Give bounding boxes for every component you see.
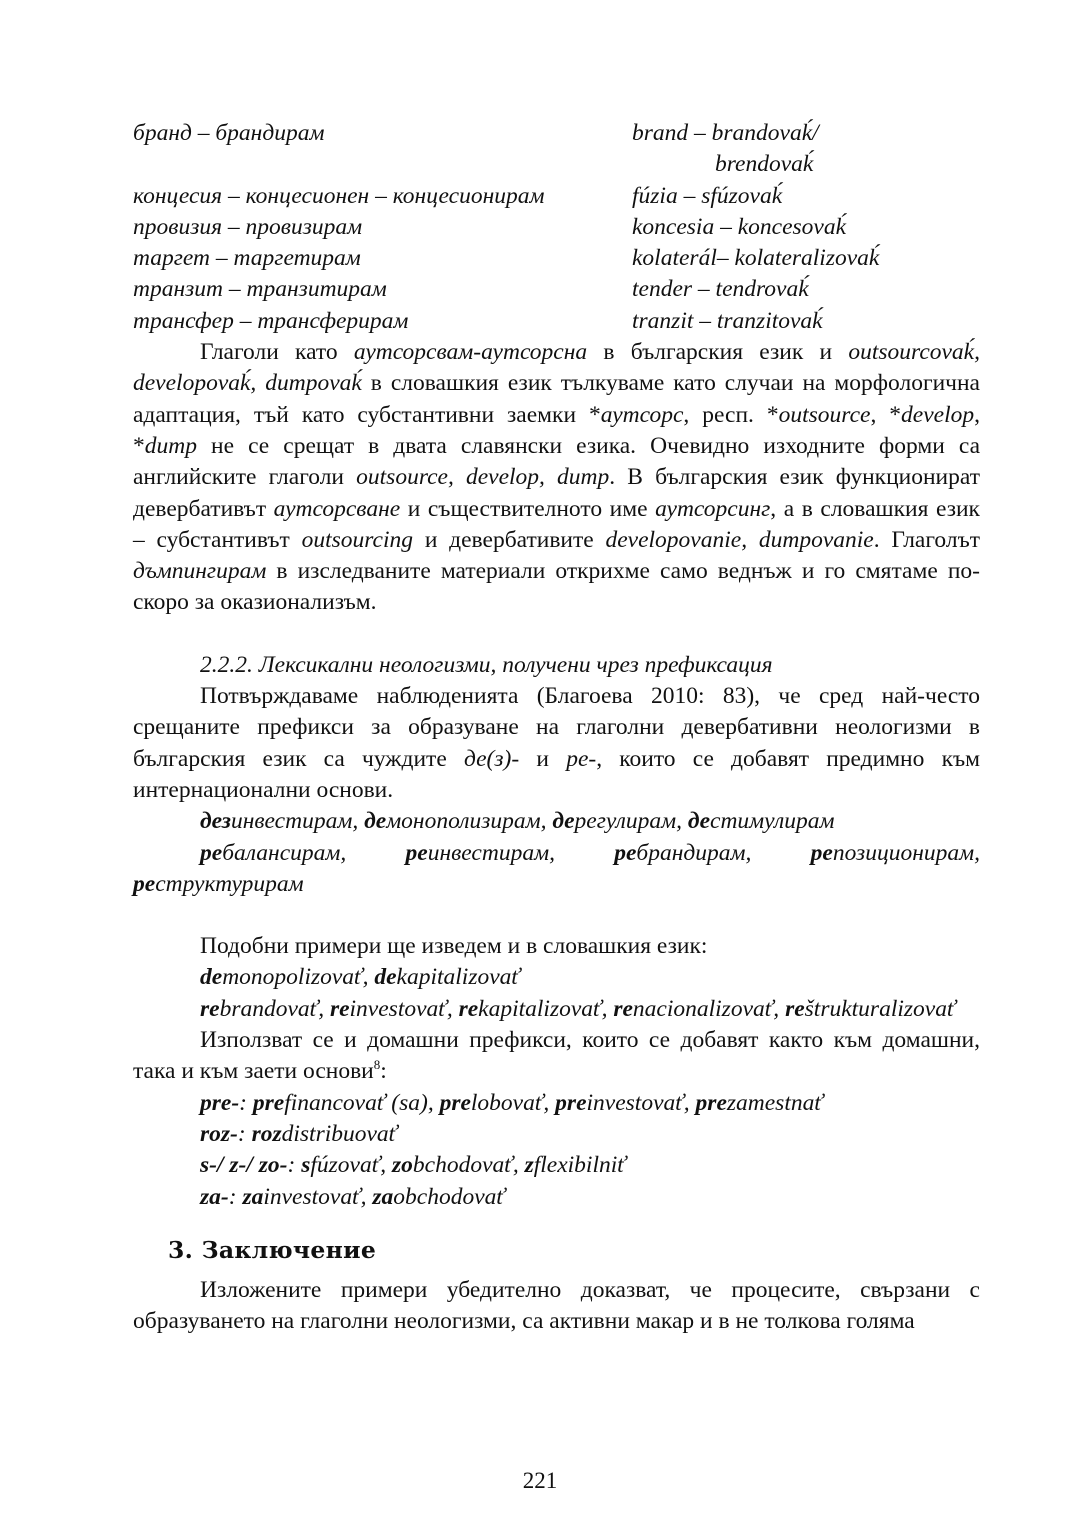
text-run: s bbox=[301, 1152, 311, 1179]
bulgarian-word-pair: транзит – транзитирам bbox=[133, 276, 387, 303]
text-run: z bbox=[524, 1152, 534, 1179]
text-run: outsourcing bbox=[301, 526, 414, 553]
text-run: za- bbox=[200, 1183, 229, 1210]
text-run: roz bbox=[251, 1120, 282, 1147]
text-run: монополизирам, bbox=[386, 808, 553, 835]
text-run: obchodovať bbox=[393, 1183, 505, 1210]
text-run: lobovať, bbox=[470, 1089, 556, 1116]
word-pair-row bbox=[133, 274, 980, 305]
examples-sk-de bbox=[133, 962, 980, 993]
text-run: аутсорсинг bbox=[655, 495, 771, 522]
text-run: zamestnať bbox=[726, 1089, 823, 1116]
text-run: дъмпингирам bbox=[133, 558, 267, 585]
text-run: outsource bbox=[778, 401, 871, 428]
text-run: аутсорс bbox=[600, 401, 684, 428]
text-run: re bbox=[613, 995, 633, 1022]
text-run: developovanie, dumpovanie bbox=[605, 526, 874, 553]
text-run: re bbox=[785, 995, 805, 1022]
word-pairs bbox=[133, 118, 980, 337]
prefix-example-line bbox=[133, 1182, 980, 1213]
text-run: investovať, bbox=[349, 995, 459, 1022]
text-run: de bbox=[200, 964, 223, 991]
text-run: re bbox=[458, 995, 479, 1022]
text-run: financovať (sa), bbox=[284, 1089, 440, 1116]
slovak-word-pair: tranzit – tranzitovaḱ bbox=[632, 307, 823, 334]
text-run: pre- bbox=[200, 1089, 240, 1116]
text-run: и девербативите bbox=[413, 526, 606, 553]
slovak-word-pair: brendovaḱ bbox=[715, 151, 814, 178]
examples-sk-re bbox=[133, 994, 980, 1025]
text-run: : bbox=[239, 1089, 253, 1116]
examples-domestic-prefixes bbox=[133, 1088, 980, 1213]
slovak-word-pair: tender – tendrovaḱ bbox=[632, 276, 809, 303]
text-run: investovať, bbox=[263, 1183, 373, 1210]
text-run: и съществителното име bbox=[400, 495, 656, 522]
text-run: регулирам, bbox=[574, 808, 688, 835]
page-body bbox=[133, 118, 980, 1338]
paragraph-morphological-adaptation bbox=[133, 337, 980, 619]
text-run: bchodovať, bbox=[412, 1152, 525, 1179]
text-run: дез bbox=[200, 808, 231, 835]
text-run: стимулирам bbox=[710, 808, 835, 835]
text-run: и bbox=[519, 745, 567, 772]
slovak-word-pair: koncesia – koncesovaḱ bbox=[632, 213, 847, 240]
text-run: в изследваните материали открихме само веднъж и го смятаме по-скоро за оказионализъм. bbox=[133, 558, 980, 616]
text-run: : bbox=[237, 1120, 252, 1147]
examples-bg-de bbox=[133, 806, 980, 837]
text-run: . Глаголът bbox=[873, 526, 980, 553]
text-run: zo bbox=[392, 1152, 413, 1179]
text-run: , * bbox=[133, 401, 980, 459]
text-run: Използват се и домашни префикси, които се добавят както към домашни, така и към заети основи bbox=[133, 1027, 980, 1085]
bulgarian-word-pair: таргет – таргетирам bbox=[133, 245, 361, 272]
text-run: pre bbox=[439, 1089, 471, 1116]
prefix-example-line bbox=[133, 1088, 980, 1119]
text-run: ре bbox=[405, 839, 428, 866]
section-heading: 3. Заключение bbox=[168, 1235, 377, 1264]
text-run: в българския език и bbox=[587, 339, 849, 366]
text-run: roz- bbox=[200, 1120, 238, 1147]
prefix-example-line bbox=[133, 1150, 980, 1181]
word-pair-row bbox=[133, 149, 980, 180]
text-run: де(з)- bbox=[463, 745, 520, 772]
text-run: : bbox=[380, 1058, 387, 1085]
text-run: re bbox=[329, 995, 350, 1022]
text-run: ре bbox=[200, 839, 223, 866]
text-run: де bbox=[552, 808, 575, 835]
text-run: 8 bbox=[373, 1057, 381, 1073]
bulgarian-word-pair: бранд – брандирам bbox=[133, 120, 325, 146]
word-pair-row bbox=[133, 118, 980, 149]
text-run: , * bbox=[870, 401, 902, 428]
slovak-word-pair: fúzia – sfúzovaḱ bbox=[632, 182, 783, 209]
text-run: ре- bbox=[566, 745, 597, 772]
text-run: develop bbox=[901, 401, 975, 428]
text-run: аутсорсване bbox=[273, 495, 401, 522]
text-run: Глаголи като bbox=[200, 339, 354, 366]
spacer bbox=[133, 619, 980, 650]
text-run: , а в словашкия език – субстантивът bbox=[133, 495, 980, 553]
word-pair-row bbox=[133, 181, 980, 212]
page-number: 221 bbox=[522, 1468, 558, 1493]
text-run: , респ. * bbox=[683, 401, 779, 428]
text-run: ре bbox=[133, 870, 156, 897]
text-run: za bbox=[372, 1183, 394, 1210]
text-run: štrukturalizovať bbox=[804, 995, 956, 1022]
spacer bbox=[133, 1213, 980, 1235]
text-run: брандирам, bbox=[636, 839, 811, 866]
text-run: kapitalizovať, bbox=[478, 995, 614, 1022]
text-run: distribuovať bbox=[281, 1120, 398, 1147]
text-run: pre bbox=[252, 1089, 285, 1116]
text-run: инвестирам, bbox=[427, 839, 615, 866]
paragraph-conclusion: Изложените примери убедително доказват, че процесите, свързани с образуването на глаголни неологизми, са активни макар и в не толкова голяма bbox=[133, 1277, 980, 1335]
spacer bbox=[133, 1266, 980, 1275]
text-run: : bbox=[228, 1183, 243, 1210]
text-run: outsource, develop, dump bbox=[356, 464, 610, 491]
paragraph-domestic-prefixes bbox=[133, 1025, 980, 1088]
text-run: . В българския език функционират девербативът bbox=[133, 464, 980, 522]
text-run: s-/ z-/ zo- bbox=[200, 1152, 288, 1179]
text-run: de bbox=[374, 964, 397, 991]
text-run: investovať, bbox=[586, 1089, 696, 1116]
text-run: pre bbox=[555, 1089, 587, 1116]
text-run: не се срещат в двата славянски езика. Очевидно изходните форми са английските глаголи bbox=[133, 432, 980, 491]
text-run: flexibilniť bbox=[533, 1152, 626, 1179]
slovak-word-pair: brand – brandovaḱ/ bbox=[632, 120, 819, 146]
word-pair-row bbox=[133, 306, 980, 337]
text-run: za bbox=[242, 1183, 264, 1210]
bulgarian-word-pair: трансфер – трансферирам bbox=[133, 307, 409, 334]
text-run: : bbox=[287, 1152, 302, 1179]
text-run: outsourcovaḱ, developovaḱ, dumpovaḱ bbox=[133, 339, 980, 397]
text-run: , които се добавят предимно към интернационални основи. bbox=[133, 745, 981, 803]
slovak-word-pair: kolaterál– kolateralizovaḱ bbox=[632, 245, 880, 272]
word-pair-row bbox=[133, 243, 980, 274]
text-run: Потвърждаваме наблюденията (Благоева 2010: 83), че сред най-често срещаните префикси за образуване на глаголни девербативни неологизми в българския език са чуждите bbox=[133, 683, 980, 772]
text-run: kapitalizovať bbox=[396, 964, 520, 991]
bulgarian-word-pair: провизия – провизирам bbox=[133, 213, 363, 240]
bulgarian-word-pair: концесия – концесионен – концесионирам bbox=[133, 182, 545, 209]
text-run: brandovať, bbox=[219, 995, 330, 1022]
examples-bg-re bbox=[133, 838, 980, 901]
text-run: позиционирам, bbox=[832, 839, 980, 866]
text-run: балансирам, bbox=[222, 839, 406, 866]
text-run: fúzovať, bbox=[310, 1152, 392, 1179]
paragraph-slovak-intro: Подобни примери ще изведем и в словашкия език: bbox=[200, 933, 708, 960]
text-run: dump bbox=[144, 432, 197, 459]
text-run: ре bbox=[614, 839, 637, 866]
text-run: де bbox=[364, 808, 387, 835]
text-run: в словашкия език тълкуваме като случаи на морфологична адаптация, тъй като субстантивни заемки * bbox=[133, 370, 980, 428]
prefix-example-line bbox=[133, 1119, 980, 1150]
text-run: pre bbox=[695, 1089, 727, 1116]
text-run: инвестирам, bbox=[230, 808, 365, 835]
text-run: де bbox=[687, 808, 711, 835]
subsection-title: 2.2.2. Лексикални неологизми, получени чрез префиксация bbox=[200, 651, 773, 678]
text-run: nacionalizovať, bbox=[632, 995, 786, 1022]
text-run: monopolizovať, bbox=[222, 964, 375, 991]
spacer bbox=[133, 900, 980, 931]
paragraph-prefixation bbox=[133, 681, 980, 806]
text-run: структурирам bbox=[155, 870, 304, 897]
text-run: ре bbox=[810, 839, 833, 866]
text-run: re bbox=[200, 995, 220, 1022]
text-run: аутсорсвам-аутсорсна bbox=[353, 339, 588, 366]
word-pair-row bbox=[133, 212, 980, 243]
